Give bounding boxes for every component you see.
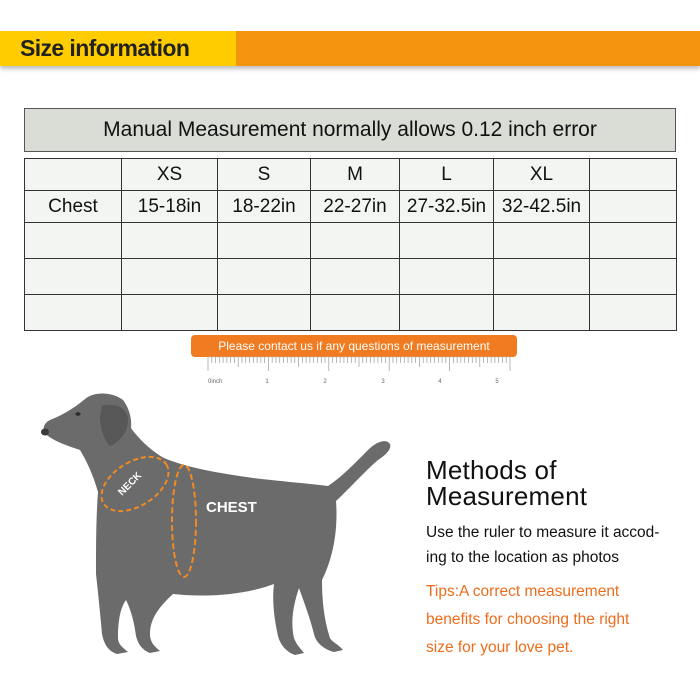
- empty-cell: [25, 259, 122, 295]
- ruler-tick-5: 5: [495, 379, 499, 385]
- chest-value-xl: 32-42.5in: [494, 191, 590, 223]
- empty-cell: [311, 295, 400, 331]
- empty-cell: [400, 223, 494, 259]
- neck-label: NECK: [116, 470, 145, 499]
- empty-cell: [122, 295, 218, 331]
- methods-description: [426, 520, 688, 570]
- corner-cell: [25, 159, 122, 191]
- tips-text: [426, 578, 688, 662]
- empty-cell: [311, 259, 400, 295]
- methods-heading-line: Methods of: [426, 455, 557, 485]
- methods-description-line: ing to the location as photos: [426, 549, 620, 566]
- empty-cell: [218, 259, 311, 295]
- table-row: [25, 223, 677, 259]
- header-label-box: [0, 31, 236, 66]
- ruler-tick-4: 4: [438, 379, 442, 385]
- chest-value-xs: 15-18in: [122, 191, 218, 223]
- empty-cell: [218, 223, 311, 259]
- table-row: [25, 259, 677, 295]
- ruler-tick-3: 3: [381, 379, 385, 385]
- methods-heading-line: Measurement: [426, 481, 588, 511]
- chest-value-m: 22-27in: [311, 191, 400, 223]
- dog-nose: [41, 429, 49, 436]
- empty-cell: [25, 223, 122, 259]
- dog-illustration: [38, 388, 398, 688]
- dog-eye: [75, 412, 80, 416]
- methods-description-line: Use the ruler to measure it accod-: [426, 524, 660, 541]
- tips-line: Tips:A correct measurement: [426, 583, 620, 600]
- empty-cell: [590, 223, 677, 259]
- chest-label: CHEST: [206, 499, 257, 516]
- tips-line: size for your love pet.: [426, 639, 574, 656]
- tips-line: benefits for choosing the right: [426, 611, 630, 628]
- size-table: [24, 158, 677, 331]
- empty-cell: [590, 191, 677, 223]
- measurement-error-notice: Manual Measurement normally allows 0.12 inch error: [24, 108, 676, 152]
- empty-cell: [400, 295, 494, 331]
- size-header-xl: XL: [494, 159, 590, 191]
- empty-cell: [494, 223, 590, 259]
- empty-cell: [590, 159, 677, 191]
- empty-cell: [122, 259, 218, 295]
- size-info-header: [0, 31, 700, 66]
- table-row: [25, 295, 677, 331]
- empty-cell: [25, 295, 122, 331]
- ruler-graphic: [200, 356, 516, 390]
- ruler-unit-label: 0inch: [208, 379, 223, 385]
- size-header-m: M: [311, 159, 400, 191]
- size-header-l: L: [400, 159, 494, 191]
- ruler-tick-2: 2: [323, 379, 327, 385]
- empty-cell: [494, 259, 590, 295]
- ruler-tick-1: 1: [265, 379, 269, 385]
- empty-cell: [218, 295, 311, 331]
- methods-heading: [426, 457, 686, 509]
- chest-row: [25, 191, 677, 223]
- header-title: Size information: [20, 35, 190, 61]
- empty-cell: [590, 259, 677, 295]
- empty-cell: [590, 295, 677, 331]
- size-header-row: [25, 159, 677, 191]
- empty-cell: [400, 259, 494, 295]
- chest-value-l: 27-32.5in: [400, 191, 494, 223]
- dog-silhouette: [44, 393, 391, 655]
- empty-cell: [122, 223, 218, 259]
- chest-value-s: 18-22in: [218, 191, 311, 223]
- size-header-s: S: [218, 159, 311, 191]
- empty-cell: [494, 295, 590, 331]
- contact-banner: Please contact us if any questions of measurement: [191, 335, 517, 357]
- size-header-xs: XS: [122, 159, 218, 191]
- empty-cell: [311, 223, 400, 259]
- chest-row-label: Chest: [25, 191, 122, 223]
